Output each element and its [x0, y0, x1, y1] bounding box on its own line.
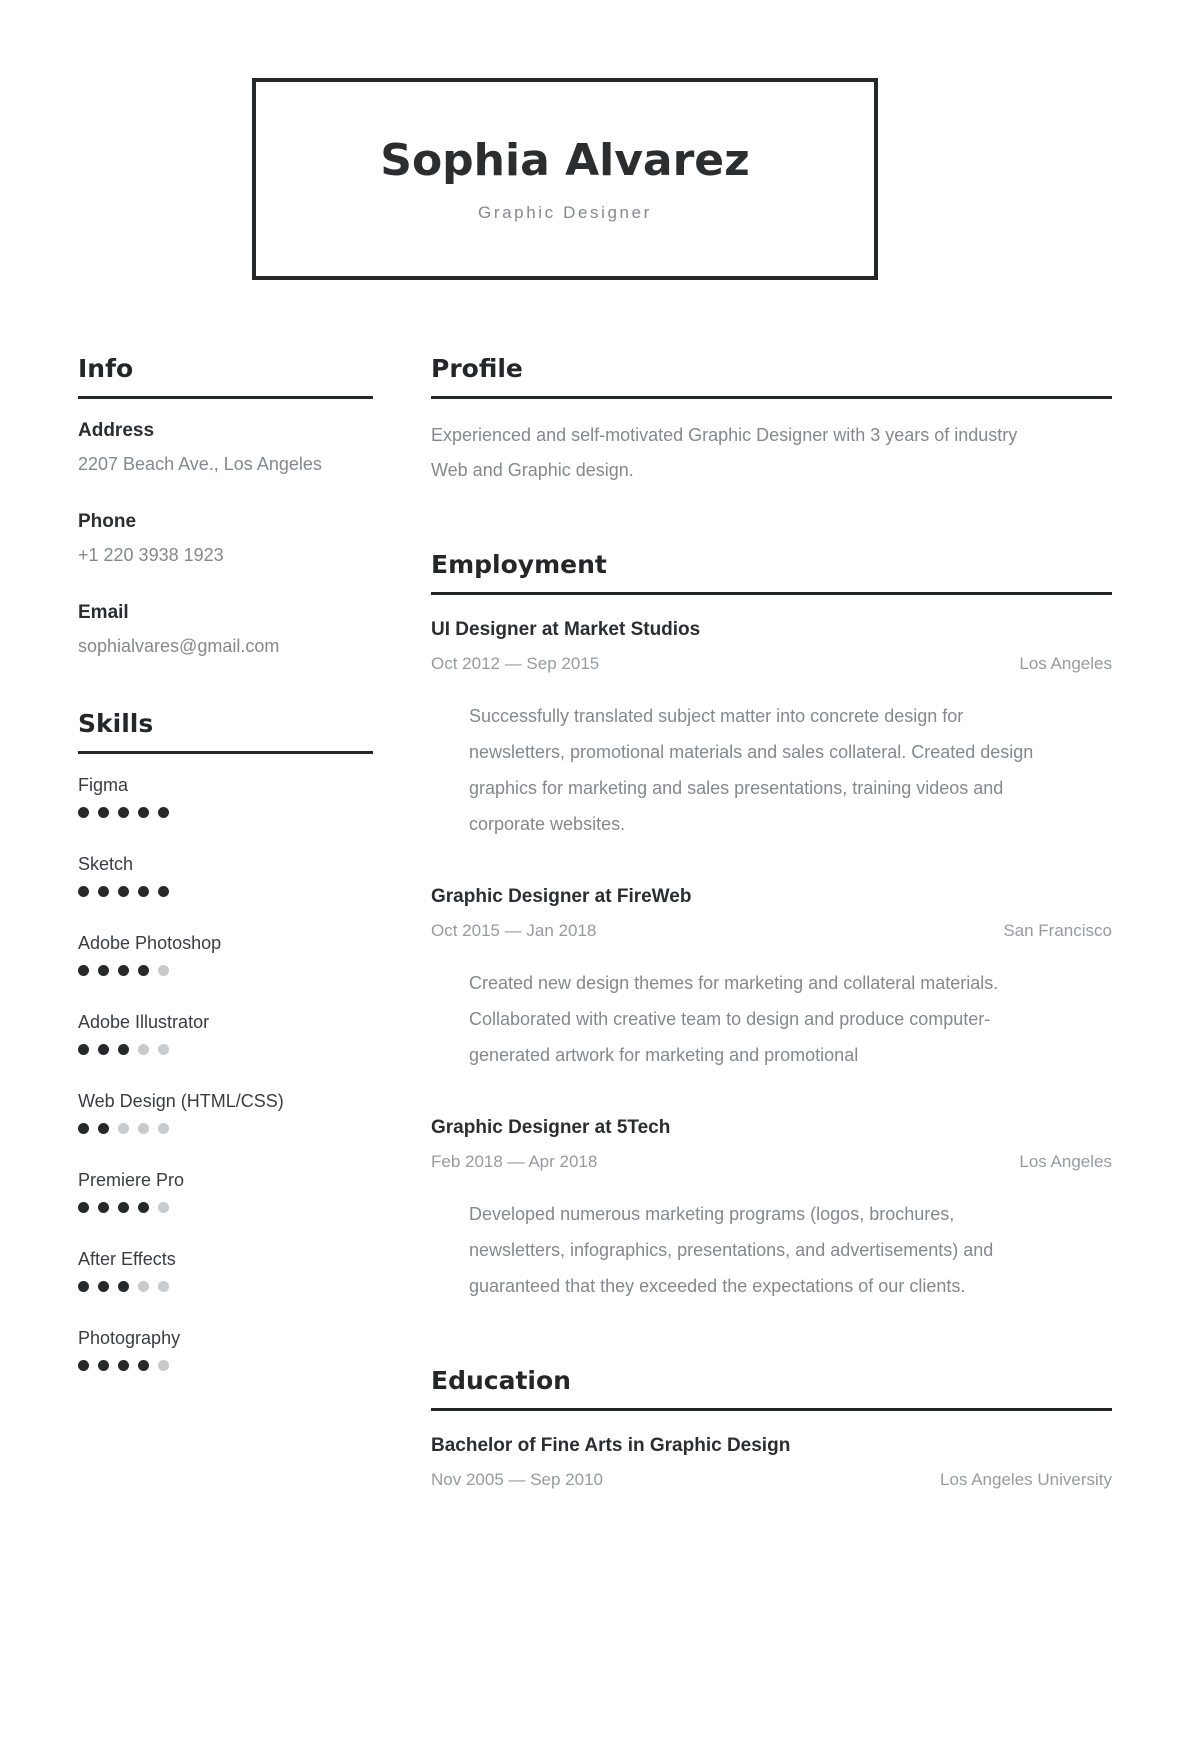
rating-dot-filled: [118, 965, 129, 976]
rating-dot-filled: [118, 1044, 129, 1055]
skill-rating: [78, 965, 373, 976]
skill-item: [78, 854, 373, 897]
job-dates: Feb 2018 — Apr 2018: [431, 1152, 598, 1171]
job-title: Graphic Designer at FireWeb: [431, 886, 692, 907]
rating-dot-filled: [138, 965, 149, 976]
skill-rating: [78, 807, 373, 818]
rating-dot-filled: [78, 1044, 89, 1055]
rating-dot-filled: [98, 807, 109, 818]
address-value: 2207 Beach Ave., Los Angeles: [78, 454, 322, 474]
job-meta: [431, 654, 1112, 674]
skill-name: Sketch: [78, 854, 134, 874]
education-dates: Nov 2005 — Sep 2010: [431, 1470, 604, 1489]
skill-rating: [78, 1202, 373, 1213]
job-dates: Oct 2012 — Sep 2015: [431, 654, 600, 673]
skill-name: Premiere Pro: [78, 1170, 185, 1190]
right-column: [431, 354, 1112, 1490]
job-meta: [431, 1152, 1112, 1172]
skill-rating: [78, 1123, 373, 1134]
resume-header-box: [252, 78, 878, 280]
rating-dot-empty: [118, 1123, 129, 1134]
rating-dot-filled: [98, 1123, 109, 1134]
job-description: Successfully translated subject matter into concrete design for newsletters, promotional materials and sales collateral. Created design graphics for marketing and sales presentations, training videos and corporate websites.: [469, 706, 1034, 834]
skill-name: Adobe Illustrator: [78, 1012, 210, 1032]
rating-dot-empty: [158, 1202, 169, 1213]
rating-dot-empty: [158, 1123, 169, 1134]
education-section: [431, 1366, 1112, 1490]
rating-dot-empty: [138, 1281, 149, 1292]
job-entry: [431, 1117, 1112, 1304]
rating-dot-filled: [118, 1360, 129, 1371]
rating-dot-filled: [98, 1360, 109, 1371]
rating-dot-filled: [78, 886, 89, 897]
rating-dot-filled: [98, 886, 109, 897]
left-column: [78, 354, 373, 1490]
rating-dot-filled: [138, 886, 149, 897]
rating-dot-empty: [138, 1123, 149, 1134]
education-meta: [431, 1470, 1112, 1490]
rating-dot-filled: [78, 1360, 89, 1371]
job-location: Los Angeles: [1019, 1152, 1112, 1171]
employment-heading: Employment: [431, 550, 1112, 595]
rating-dot-filled: [98, 965, 109, 976]
skill-item: [78, 1170, 373, 1213]
skill-name: Photography: [78, 1328, 181, 1348]
education-degree: Bachelor of Fine Arts in Graphic Design: [431, 1435, 791, 1456]
skill-item: [78, 1012, 373, 1055]
person-role: Graphic Designer: [478, 203, 652, 222]
rating-dot-filled: [158, 886, 169, 897]
info-section: [78, 354, 373, 657]
email-label: Email: [78, 602, 129, 623]
skill-rating: [78, 1281, 373, 1292]
job-location: Los Angeles: [1019, 654, 1112, 673]
phone-label: Phone: [78, 511, 137, 532]
rating-dot-filled: [118, 807, 129, 818]
skill-item: [78, 1091, 373, 1134]
rating-dot-filled: [138, 807, 149, 818]
skill-item: [78, 1249, 373, 1292]
rating-dot-empty: [158, 1044, 169, 1055]
job-location: San Francisco: [1003, 921, 1112, 940]
job-entry: [431, 619, 1112, 842]
skills-heading: Skills: [78, 709, 373, 754]
email-value: sophialvares@gmail.com: [78, 636, 280, 656]
phone-field: [78, 511, 373, 566]
skill-name: Web Design (HTML/CSS): [78, 1091, 284, 1111]
email-field: [78, 602, 373, 657]
rating-dot-filled: [138, 1360, 149, 1371]
job-meta: [431, 921, 1112, 941]
education-school: Los Angeles University: [940, 1470, 1112, 1489]
skill-item: [78, 1328, 373, 1371]
skill-item: [78, 775, 373, 818]
address-label: Address: [78, 420, 155, 441]
phone-value: +1 220 3938 1923: [78, 545, 224, 565]
job-title: UI Designer at Market Studios: [431, 619, 701, 640]
rating-dot-filled: [158, 807, 169, 818]
person-name: Sophia Alvarez: [380, 135, 750, 186]
job-dates: Oct 2015 — Jan 2018: [431, 921, 597, 940]
job-description: Created new design themes for marketing and collateral materials. Collaborated with creative team to design and produce computer-generated artwork for marketing and promotional: [469, 973, 999, 1065]
rating-dot-empty: [138, 1044, 149, 1055]
rating-dot-filled: [78, 1281, 89, 1292]
rating-dot-filled: [78, 1123, 89, 1134]
address-field: [78, 420, 373, 475]
rating-dot-filled: [98, 1202, 109, 1213]
skills-section: [78, 709, 373, 1371]
profile-text: Experienced and self-motivated Graphic Designer with 3 years of industry Web and Graphic design.: [431, 425, 1018, 480]
rating-dot-filled: [118, 1202, 129, 1213]
job-entry: [431, 886, 1112, 1073]
skill-name: Figma: [78, 775, 129, 795]
rating-dot-filled: [78, 1202, 89, 1213]
education-entry: [431, 1435, 1112, 1490]
profile-section: [431, 354, 1112, 488]
info-heading: Info: [78, 354, 373, 399]
rating-dot-filled: [138, 1202, 149, 1213]
job-description: Developed numerous marketing programs (logos, brochures, newsletters, infographics, presentations, and advertisements) and guaranteed that they exceeded the expectations of our clients.: [469, 1204, 994, 1296]
skill-rating: [78, 886, 373, 897]
job-title: Graphic Designer at 5Tech: [431, 1117, 671, 1138]
rating-dot-filled: [98, 1281, 109, 1292]
employment-section: [431, 550, 1112, 1304]
skill-name: After Effects: [78, 1249, 176, 1269]
rating-dot-empty: [158, 965, 169, 976]
rating-dot-empty: [158, 1281, 169, 1292]
education-heading: Education: [431, 1366, 1112, 1411]
resume-body: [0, 354, 1190, 1490]
rating-dot-filled: [118, 886, 129, 897]
info-fields: [78, 420, 373, 657]
skill-rating: [78, 1360, 373, 1371]
rating-dot-filled: [118, 1281, 129, 1292]
rating-dot-filled: [78, 807, 89, 818]
profile-heading: Profile: [431, 354, 1112, 399]
skill-rating: [78, 1044, 373, 1055]
skills-list: [78, 775, 373, 1371]
rating-dot-filled: [78, 965, 89, 976]
rating-dot-filled: [98, 1044, 109, 1055]
skill-name: Adobe Photoshop: [78, 933, 222, 953]
rating-dot-empty: [158, 1360, 169, 1371]
skill-item: [78, 933, 373, 976]
